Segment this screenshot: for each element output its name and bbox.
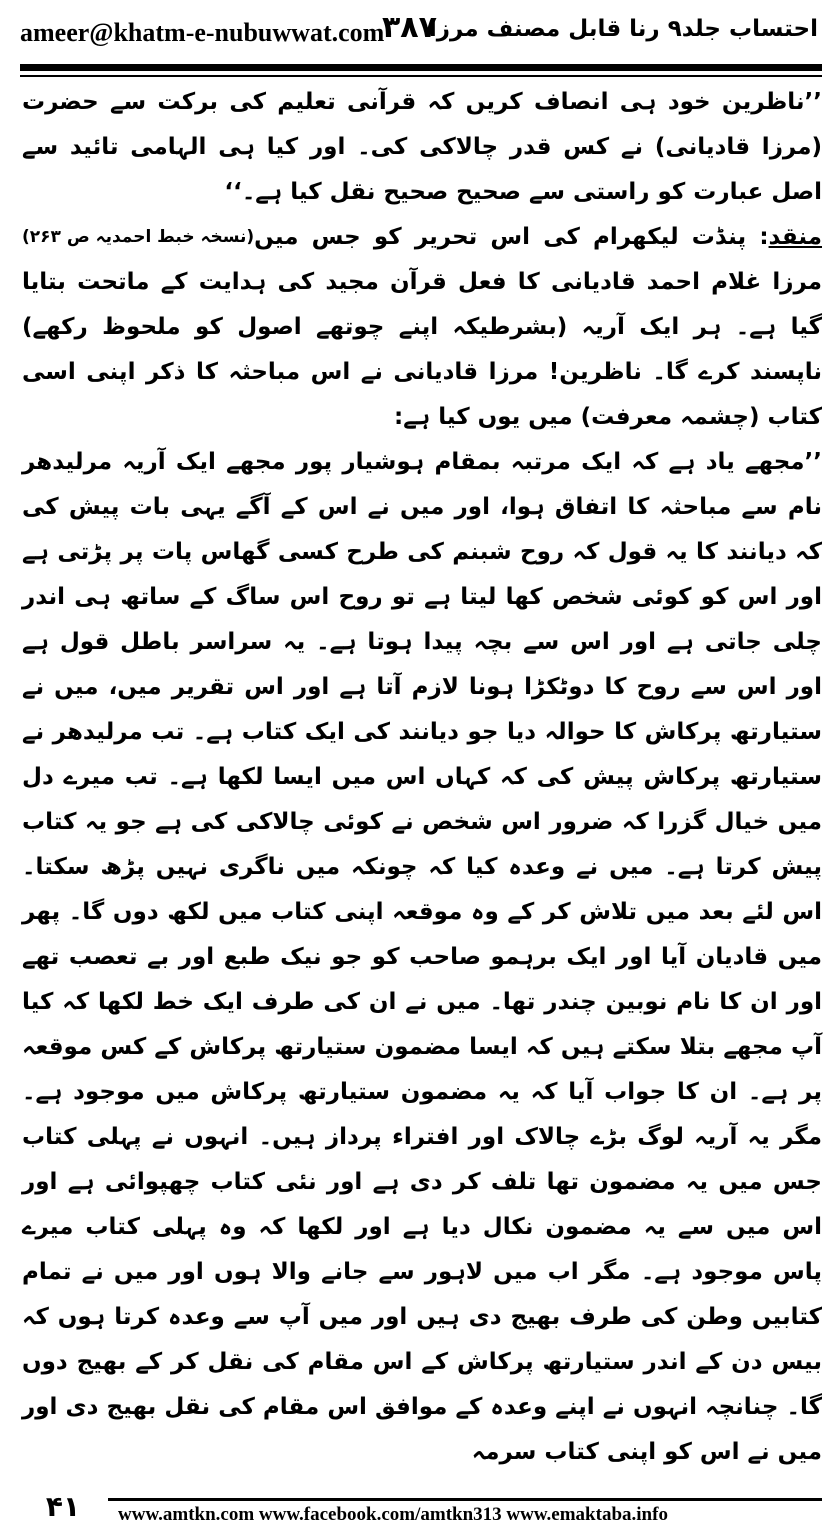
header-book-title: احتساب جلد۹ رنا قابل مصنف مرزا [428, 16, 818, 42]
header-email: ameer@khatm-e-nubuwwat.com [20, 18, 385, 47]
source-reference: (نسخہ خبط احمدیہ ص ۲۶۳) [22, 227, 255, 247]
quote-text-1: ’’ناظرین خود ہی انصاف کریں کہ قرآنی تعلیم کی برکت سے حضرت (مرزا قادیانی) نے کس قدر چالاکی کی۔ اور کیا ہی الہامی تائید سے اصل عبارت کو راستی سے صحیح صحیح نقل کیا ہے۔‘‘ [22, 89, 822, 205]
critic-label: منقد [768, 224, 822, 250]
critic-text: : پنڈت لیکھرام کی اس تحریر کو جس میں مرزا غلام احمد قادیانی کا فعل قرآن مجید کی ہدایت کے ماتحت بتایا گیا ہے۔ ہر ایک آریہ (بشرطیکہ اپنے چوتھے اصول کو ملحوظ رکھے) ناپسند کرے گا۔ ناظرین! مرزا قادیانی نے اس مباحثہ کا ذکر اپنی اسی کتاب (چشمہ معرفت) میں یوں کیا ہے: [22, 224, 822, 430]
footer-page-number: ۴۱ [45, 1490, 81, 1523]
header-rule-thick [20, 64, 822, 71]
page-footer [0, 1488, 840, 1540]
footer-rule [108, 1498, 822, 1501]
quote-paragraph-2 [22, 440, 822, 1475]
page-header [0, 0, 840, 80]
header-rule-thin [20, 75, 822, 77]
quote-text-2: ’’مجھے یاد ہے کہ ایک مرتبہ بمقام ہوشیار پور مجھے ایک آریہ مرلیدھر نام سے مباحثہ کا اتفاق ہوا، اور میں نے اس کے آگے یہی بات پیش کی کہ دیانند کا یہ قول کہ روح شبنم کی طرح کسی گھاس پات پر پڑتی ہے اور اس کو کوئی شخص کھا لیتا ہے تو روح اس ساگ کے ساتھ ہی اندر چلی جاتی ہے اور اس سے بچہ پیدا ہوتا ہے۔ یہ سراسر باطل قول ہے اور اس سے روح کا دوٹکڑا ہونا لازم آتا ہے اور اس تقریر میں، میں نے ستیارتھ پرکاش کا حوالہ دیا جو دیانند کی ایک کتاب ہے۔ تب مرلیدھر نے ستیارتھ پرکاش پیش کی کہ کہاں اس میں ایسا لکھا ہے۔ تب میرے دل میں خیال گزرا کہ ضرور اس شخص نے کوئی چالاکی کی ہے جو یہ کتاب پیش کرتا ہے۔ میں نے وعدہ کیا کہ چونکہ میں ناگری نہیں پڑھ سکتا۔ اس لئے بعد میں تلاش کر کے وہ موقعہ اپنی کتاب میں لکھ دوں گا۔ پھر میں قادیان آیا اور ایک برہمو صاحب کو جو نیک طبع اور بے تعصب تھے اور ان کا نام نوبین چندر تھا۔ میں نے ان کی طرف ایک خط لکھا کہ کیا آپ مجھے بتلا سکتے ہیں کہ ایسا مضمون ستیارتھ پرکاش کے کس موقعہ پر ہے۔ ان کا جواب آیا کہ یہ مضمون ستیارتھ پرکاش میں موجود ہے۔ مگر یہ آریہ لوگ بڑے چالاک اور افتراء پرداز ہیں۔ انہوں نے پہلی کتاب جس میں یہ مضمون تھا تلف کر دی ہے اور نئی کتاب چھپوائی ہے اور اس میں سے یہ مضمون نکال دیا ہے اور لکھا کہ وہ پہلی کتاب میرے پاس موجود ہے۔ مگر اب میں لاہور سے جانے والا ہوں اور میں نے تمام کتابیں وطن کی طرف بھیج دی ہیں اور میں آپ سے وعدہ کرتا ہوں کہ بیس دن کے اندر ستیارتھ پرکاش کے اس مقام کی نقل کر کے بھیج دوں گا۔ چنانچہ انہوں نے اپنے وعدہ کے موافق اس مقام کی نقل بھیج دی اور میں نے اس کو اپنی کتاب سرمہ [22, 449, 822, 1465]
footer-websites: www.amtkn.com www.facebook.com/amtkn313 www.emaktaba.info [118, 1504, 668, 1525]
page-body [22, 80, 822, 1475]
header-page-number: ۳۸۷ [382, 10, 437, 45]
